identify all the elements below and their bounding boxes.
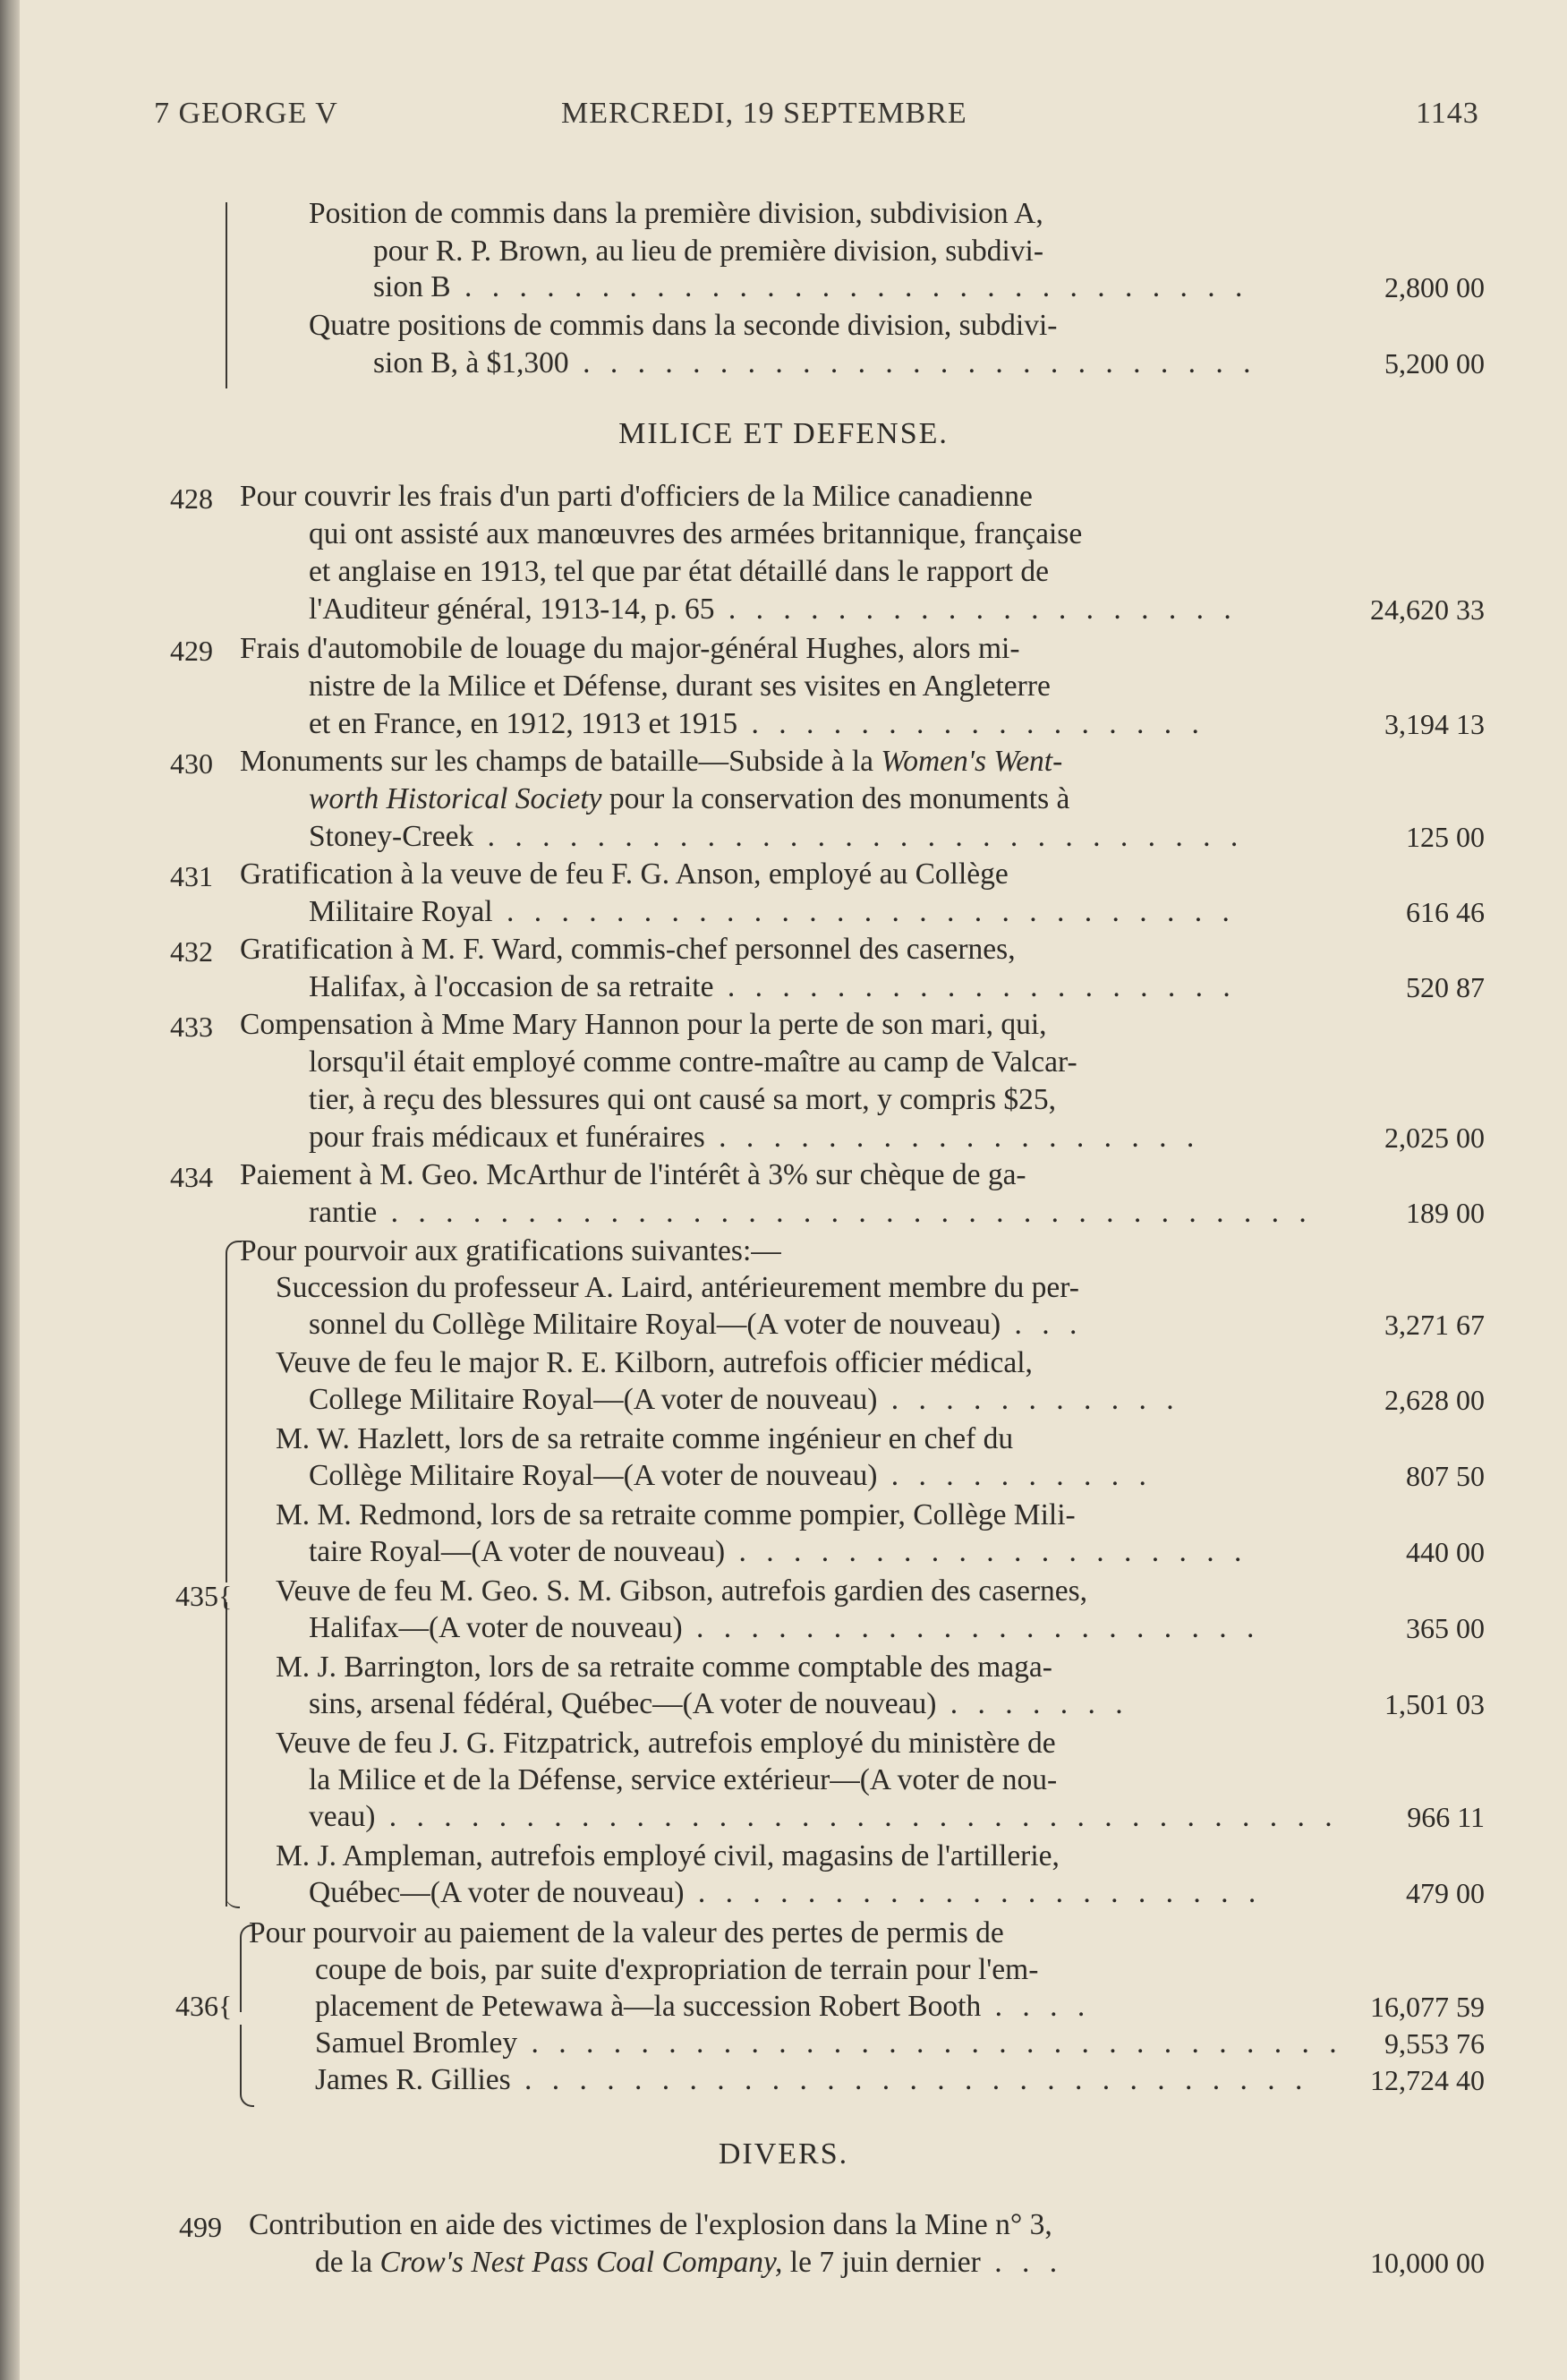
item-number: 431 xyxy=(170,860,213,892)
text-line: Militaire Royal . . . . . . . . . . . . . . . . . . . . . . . . . . . xyxy=(309,895,1236,928)
text-line: Gratification à la veuve de feu F. G. Anson, employé au Collège xyxy=(240,857,1009,891)
text-line: sion B, à $1,300 . . . . . . . . . . . . . . . . . . . . . . . . . xyxy=(373,346,1257,380)
text-line: M. J. Barrington, lors de sa retraite comme comptable des maga- xyxy=(276,1651,1052,1684)
text-line: Halifax—(A voter de nouveau) . . . . . . . . . . . . . . . . . . . . . xyxy=(309,1611,1261,1644)
text-line: worth Historical Society pour la conservation des monuments à xyxy=(309,782,1070,815)
amount: 189 00 xyxy=(1406,1197,1485,1229)
item-number: 436{ xyxy=(175,1990,233,2022)
amount: 440 00 xyxy=(1406,1536,1485,1568)
amount: 479 00 xyxy=(1406,1877,1485,1909)
amount: 5,200 00 xyxy=(1384,347,1485,380)
text-line: M. M. Redmond, lors de sa retraite comme pompier, Collège Mili- xyxy=(276,1498,1076,1531)
text-line: Collège Militaire Royal—(A voter de nouveau) . . . . . . . . . . xyxy=(309,1459,1153,1492)
text-line: tier, à reçu des blessures qui ont causé sa mort, y compris $25, xyxy=(309,1083,1057,1116)
text-line: Veuve de feu J. G. Fitzpatrick, autrefois employé du ministère de xyxy=(276,1727,1056,1760)
text-line: de la Crow's Nest Pass Coal Company, le 7 juin dernier . . . xyxy=(315,2246,1064,2279)
amount: 12,724 40 xyxy=(1370,2064,1485,2096)
text-line: Pour pourvoir aux gratifications suivantes:— xyxy=(240,1234,781,1267)
text-line: Contribution en aide des victimes de l'explosion dans la Mine n° 3, xyxy=(249,2208,1052,2241)
text-line: Pour pourvoir au paiement de la valeur des pertes de permis de xyxy=(249,1916,1004,1949)
text-line: pour R. P. Brown, au lieu de première division, subdivi- xyxy=(373,235,1044,268)
item-number: 430 xyxy=(170,747,213,780)
header-reign: 7 GEORGE V xyxy=(154,97,338,130)
amount: 10,000 00 xyxy=(1370,2247,1485,2279)
text-line: Frais d'automobile de louage du major-général Hughes, alors mi- xyxy=(240,632,1020,665)
text-line: Monuments sur les champs de bataille—Subside à la Women's Went- xyxy=(240,745,1063,778)
item-number: 499 xyxy=(179,2211,222,2243)
text-line: veau) . . . . . . . . . . . . . . . . . . . . . . . . . . . . . . . . . . . xyxy=(309,1800,1339,1833)
text-line: Samuel Bromley . . . . . . . . . . . . . . . . . . . . . . . . . . . . . . xyxy=(315,2026,1343,2060)
item-number: 434 xyxy=(170,1161,213,1193)
text-line: Halifax, à l'occasion de sa retraite . . . . . . . . . . . . . . . . . . . xyxy=(309,970,1237,1003)
text-line: nistre de la Milice et Défense, durant ses visites en Angleterre xyxy=(309,670,1051,703)
amount: 2,025 00 xyxy=(1384,1122,1485,1154)
text-line: M. W. Hazlett, lors de sa retraite comme ingénieur en chef du xyxy=(276,1422,1014,1455)
text-line: James R. Gillies . . . . . . . . . . . . . . . . . . . . . . . . . . . . . xyxy=(315,2063,1309,2096)
amount: 365 00 xyxy=(1406,1612,1485,1644)
brace-435-upper xyxy=(226,1241,242,1582)
page-number: 1143 xyxy=(1416,97,1479,130)
section-title-milice: MILICE ET DEFENSE. xyxy=(618,417,949,450)
amount: 3,194 13 xyxy=(1384,708,1485,740)
text-line: rantie . . . . . . . . . . . . . . . . . . . . . . . . . . . . . . . . . . xyxy=(309,1196,1313,1229)
amount: 3,271 67 xyxy=(1384,1309,1485,1341)
text-line: la Milice et de la Défense, service extérieur—(A voter de nou- xyxy=(309,1763,1058,1796)
amount: 807 50 xyxy=(1406,1460,1485,1492)
item-number: 433 xyxy=(170,1011,213,1043)
page-binding-edge xyxy=(0,0,20,2380)
item-number: 432 xyxy=(170,935,213,968)
amount: 16,077 59 xyxy=(1370,1991,1485,2023)
text-line: coupe de bois, par suite d'expropriation de terrain pour l'em- xyxy=(315,1953,1039,1986)
text-line: et en France, en 1912, 1913 et 1915 . . . . . . . . . . . . . . . . . xyxy=(309,707,1205,740)
text-line: sins, arsenal fédéral, Québec—(A voter de nouveau) . . . . . . . xyxy=(309,1687,1129,1720)
amount: 966 11 xyxy=(1407,1801,1485,1833)
text-line: Succession du professeur A. Laird, antérieurement membre du per- xyxy=(276,1271,1079,1304)
item-number: 429 xyxy=(170,635,213,667)
amount: 2,628 00 xyxy=(1384,1384,1485,1416)
text-line: Quatre positions de commis dans la seconde division, subdivi- xyxy=(309,309,1058,342)
text-line: taire Royal—(A voter de nouveau) . . . . . . . . . . . . . . . . . . . xyxy=(309,1535,1248,1568)
text-line: pour frais médicaux et funéraires . . . . . . . . . . . . . . . . . . xyxy=(309,1121,1201,1154)
amount: 2,800 00 xyxy=(1384,271,1485,303)
item-number: 428 xyxy=(170,482,213,515)
amount: 616 46 xyxy=(1406,896,1485,928)
text-line: Pour couvrir les frais d'un parti d'officiers de la Milice canadienne xyxy=(240,480,1033,513)
text-line: Paiement à M. Geo. McArthur de l'intérêt à 3% sur chèque de ga- xyxy=(240,1158,1026,1191)
text-line: Gratification à M. F. Ward, commis-chef personnel des casernes, xyxy=(240,933,1016,966)
amount: 1,501 03 xyxy=(1384,1688,1485,1720)
amount: 520 87 xyxy=(1406,971,1485,1003)
text-line: placement de Petewawa à—la succession Robert Booth . . . . xyxy=(315,1990,1092,2023)
text-line: Compensation à Mme Mary Hannon pour la perte de son mari, qui, xyxy=(240,1008,1047,1041)
text-line: sonnel du Collège Militaire Royal—(A voter de nouveau) . . . xyxy=(309,1308,1084,1341)
text-line: Québec—(A voter de nouveau) . . . . . . . . . . . . . . . . . . . . . xyxy=(309,1876,1263,1909)
section-title-divers: DIVERS. xyxy=(718,2137,849,2171)
brace-436-lower xyxy=(240,2025,254,2107)
item-number: 435{ xyxy=(175,1580,233,1612)
brace-435-lower xyxy=(226,1602,227,1907)
text-line: Veuve de feu le major R. E. Kilborn, autrefois officier médical, xyxy=(276,1346,1033,1379)
text-line: qui ont assisté aux manœuvres des armées britannique, française xyxy=(309,517,1083,550)
text-line: et anglaise en 1913, tel que par état détaillé dans le rapport de xyxy=(309,555,1049,588)
amount: 9,553 76 xyxy=(1384,2027,1485,2060)
text-line: l'Auditeur général, 1913-14, p. 65 . . . . . . . . . . . . . . . . . . . xyxy=(309,593,1238,626)
amount: 24,620 33 xyxy=(1370,593,1485,626)
text-line: lorsqu'il était employé comme contre-maître au camp de Valcar- xyxy=(309,1045,1077,1079)
text-line: College Militaire Royal—(A voter de nouveau) . . . . . . . . . . . xyxy=(309,1383,1180,1416)
amount: 125 00 xyxy=(1406,821,1485,853)
text-line: Position de commis dans la première division, subdivision A, xyxy=(309,197,1043,230)
top-block-bar xyxy=(226,202,227,388)
header-date: MERCREDI, 19 SEPTEMBRE xyxy=(561,97,967,130)
text-line: M. J. Ampleman, autrefois employé civil, magasins de l'artillerie, xyxy=(276,1839,1060,1872)
text-line: Veuve de feu M. Geo. S. M. Gibson, autrefois gardien des casernes, xyxy=(276,1574,1088,1608)
text-line: sion B . . . . . . . . . . . . . . . . . . . . . . . . . . . . . xyxy=(373,270,1249,303)
brace-435-foot xyxy=(226,1871,240,1908)
text-line: Stoney-Creek . . . . . . . . . . . . . . . . . . . . . . . . . . . . xyxy=(309,820,1245,853)
